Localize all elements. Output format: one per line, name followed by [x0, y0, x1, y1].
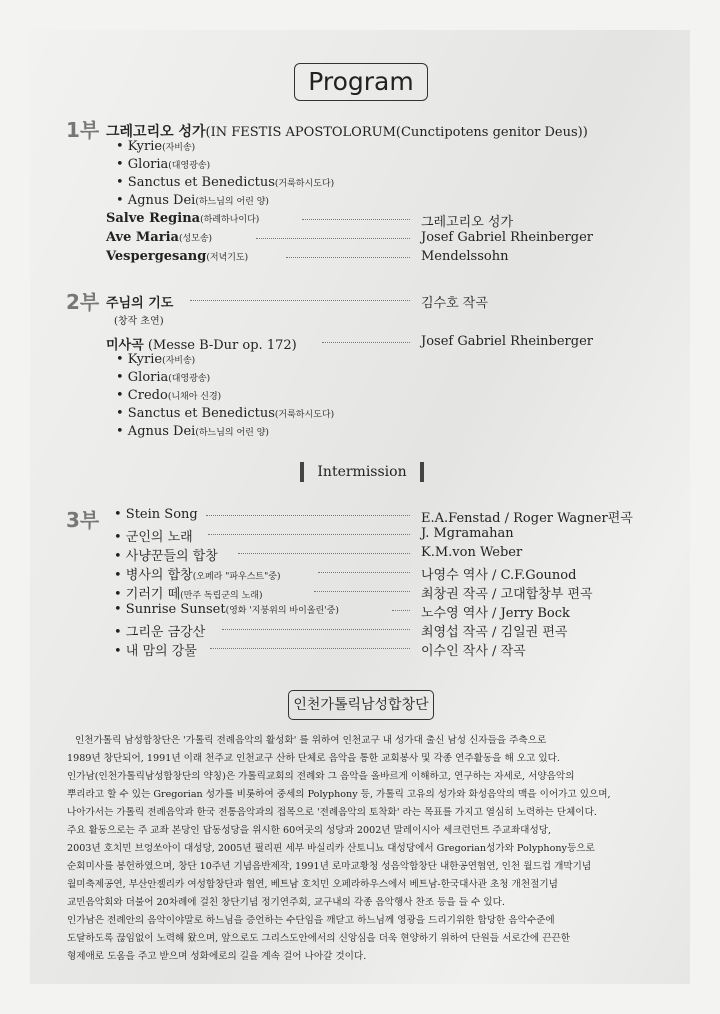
item-note: (대영광송)	[168, 161, 211, 171]
item-note: (하느님의 어린 양)	[195, 428, 269, 438]
item-note: (자비송)	[162, 356, 196, 366]
description-line: 뿌리라고 할 수 있는 Gregorian 성가를 비롯하여 중세의 Polyphony 등, 가톨릭 고유의 성가와 화성음악의 맥을 이어가고 있으며,	[67, 789, 611, 800]
part3-item	[114, 545, 218, 564]
part1-item	[116, 157, 210, 172]
item-note: (자비송)	[162, 143, 196, 153]
part1-heading-sub: (IN FESTIS APOSTOLORUM(Cunctipotens genitor Deus))	[205, 125, 588, 140]
description-line: 인가남(인천가톨릭남성합창단의 약칭)은 가톨릭교회의 전례와 그 음악을 올바르게 이해하고, 연구하는 자세로, 서양음악의	[67, 771, 575, 782]
part2-label	[66, 286, 99, 315]
leader-dots	[190, 300, 410, 301]
item-name: • Gloria	[116, 370, 169, 385]
intermission-label: Intermission	[300, 462, 424, 482]
leader-dots	[286, 257, 410, 258]
item-note: (대영광송)	[168, 374, 211, 384]
leader-dots	[318, 572, 410, 573]
part3-item	[114, 621, 205, 640]
leader-dots	[256, 238, 410, 239]
work-composer: Josef Gabriel Rheinberger	[421, 230, 594, 245]
item-note: (하느님의 어린 양)	[195, 197, 269, 207]
item-note: (영화 '지붕위의 바이올린'중)	[225, 606, 339, 616]
item-composer: 최창권 작곡 / 고대합창부 편곡	[421, 587, 593, 602]
part1-item	[116, 139, 195, 154]
item-name: • Kyrie	[116, 139, 163, 154]
description-line: 도달하도록 끊임없이 노력해 왔으며, 앞으로도 그리스도안에서의 신앙심을 더욱 현양하기 위하여 단원들 서로간에 끈끈한	[67, 933, 571, 944]
item-name: • Sunrise Sunset	[114, 602, 226, 617]
part1-heading	[106, 121, 588, 141]
work-composer: Mendelssohn	[421, 249, 509, 264]
leader-dots	[322, 342, 410, 343]
part1-item	[116, 193, 269, 208]
leader-dots	[210, 648, 410, 649]
part1-label	[66, 114, 99, 143]
work-note: (하례하나이다)	[200, 215, 260, 225]
description-line: 주요 활동으로는 주 교좌 본당인 답동성당을 위시한 60여곳의 성당과 2002년 말레이시아 세크런던트 주교좌대성당,	[67, 825, 552, 836]
work-composer: 김수호 작곡	[421, 296, 488, 311]
work-name: Salve Regina	[106, 211, 201, 226]
item-name: • 사냥꾼들의 합창	[114, 549, 218, 564]
part2-work1-name: 주님의 기도	[106, 296, 174, 311]
work-note: (저녁기도)	[206, 253, 249, 263]
part3-label	[66, 504, 99, 533]
part1-work	[106, 211, 259, 226]
part1-work	[106, 230, 212, 245]
item-note: (만주 독립군의 노래)	[180, 591, 263, 601]
item-name: • Credo	[116, 388, 168, 403]
leader-dots	[222, 629, 410, 630]
item-name: • 내 맘의 강물	[114, 644, 197, 659]
description-line: 나아가서는 가톨릭 전례음악과 한국 전통음악과의 접목으로 '전례음악의 토착화' 라는 목표를 가지고 열심히 노력하는 단체이다.	[67, 807, 597, 818]
work-name: Ave Maria	[106, 230, 179, 245]
item-name: • 병사의 합창	[114, 568, 193, 583]
part2-label-text: 2부	[66, 290, 100, 314]
item-composer: 나영수 역사 / C.F.Gounod	[421, 568, 577, 583]
item-name: • Kyrie	[116, 352, 163, 367]
description-line: 2003년 호치민 브엉쏘아이 대성당, 2005년 필리핀 세부 바실리카 산토니뇨 대성당에서 Gregorian성가와 Polyphony등으로	[67, 843, 595, 854]
item-name: • Gloria	[116, 157, 169, 172]
item-note: (거룩하시도다)	[274, 410, 335, 420]
premiere-note: (창작 초연)	[114, 316, 164, 327]
part2-item	[116, 352, 195, 367]
work-composer: 그레고리오 성가	[421, 215, 514, 230]
item-note: (니채아 신경)	[167, 392, 222, 402]
description-line: 1989년 창단되어, 1991년 이래 천주교 인천교구 산하 단체로 음악을 통한 교회봉사 및 각종 연주활동을 해 오고 있다.	[67, 753, 560, 764]
leader-dots	[302, 219, 410, 220]
item-name: • Sanctus et Benedictus	[116, 406, 275, 421]
part1-heading-title: 그레고리오 성가	[106, 124, 206, 140]
work-name: 미사곡	[106, 338, 144, 353]
description-line: 인천가톨릭 남성합창단은 '가톨릭 전례음악의 활성화' 를 위하여 인천교구 내 성가대 출신 남성 신자들을 주축으로	[75, 735, 547, 746]
work-composer: Josef Gabriel Rheinberger	[421, 334, 594, 349]
part2-item	[116, 424, 269, 439]
description-line: 월미축제공연, 부산안젤리카 여성합창단과 협연, 베트남 호치민 오페라하우스에서 베트남-한국대사관 초청 개천절기념	[67, 879, 558, 890]
leader-dots	[238, 553, 410, 554]
description-line: 형제애로 도움을 주고 받으며 성화에로의 길을 계속 걸어 나아갈 것이다.	[67, 951, 367, 962]
item-name: • Agnus Dei	[116, 193, 196, 208]
item-name: • Stein Song	[114, 507, 198, 522]
part3-item	[114, 526, 193, 545]
leader-dots	[206, 515, 410, 516]
leader-dots	[392, 610, 410, 611]
item-note: (오페라 "파우스트"중)	[192, 572, 281, 582]
item-name: • Sanctus et Benedictus	[116, 175, 275, 190]
work-name: Vespergesang	[106, 249, 207, 264]
part1-work	[106, 249, 248, 264]
part3-item	[114, 564, 280, 583]
item-name: • 기러기 떼	[114, 587, 181, 602]
part3-label-text: 3부	[66, 508, 100, 532]
item-name: • 군인의 노래	[114, 530, 193, 545]
item-composer: 최영섭 작곡 / 김일권 편곡	[421, 625, 568, 640]
part2-item	[116, 388, 221, 403]
description-line: 인가남은 전례안의 음악이야말로 하느님을 증언하는 수단임을 깨닫고 하느님께 영광을 드리기위한 합당한 음악수준에	[67, 915, 555, 926]
part3-item	[114, 507, 198, 522]
work-note: (성모송)	[178, 234, 213, 244]
work-sub: (Messe B-Dur op. 172)	[147, 338, 297, 353]
item-composer: 노수영 역사 / Jerry Bock	[421, 606, 570, 621]
item-composer: K.M.von Weber	[421, 545, 523, 560]
program-title: Program	[294, 63, 428, 101]
item-composer: J. Mgramahan	[421, 526, 514, 541]
part3-item	[114, 583, 262, 602]
item-name: • 그리운 금강산	[114, 625, 206, 640]
item-composer: 이수인 작사 / 작곡	[421, 644, 526, 659]
item-composer: E.A.Fenstad / Roger Wagner편곡	[421, 511, 633, 526]
part2-item	[116, 406, 334, 421]
item-name: • Agnus Dei	[116, 424, 196, 439]
description-line: 순회미사를 봉헌하였으며, 창단 10주년 기념음반제작, 1991년 로마교황청 성음악합창단 내한공연협연, 인천 월드컵 개막기념	[67, 861, 592, 872]
part2-item	[116, 370, 210, 385]
choir-description	[67, 732, 653, 966]
part1-label-text: 1부	[66, 118, 100, 142]
item-note: (거룩하시도다)	[274, 179, 335, 189]
choir-name: 인천가톨릭남성합창단	[288, 690, 434, 720]
part1-item	[116, 175, 334, 190]
part3-item	[114, 602, 339, 617]
part2-work2	[106, 334, 297, 353]
description-line: 교민음악회와 더불어 20차례에 걸친 창단기념 정기연주회, 교구내의 각종 음악행사 찬조 등을 들 수 있다.	[67, 897, 505, 908]
part3-item	[114, 640, 197, 659]
leader-dots	[314, 591, 410, 592]
leader-dots	[208, 534, 410, 535]
